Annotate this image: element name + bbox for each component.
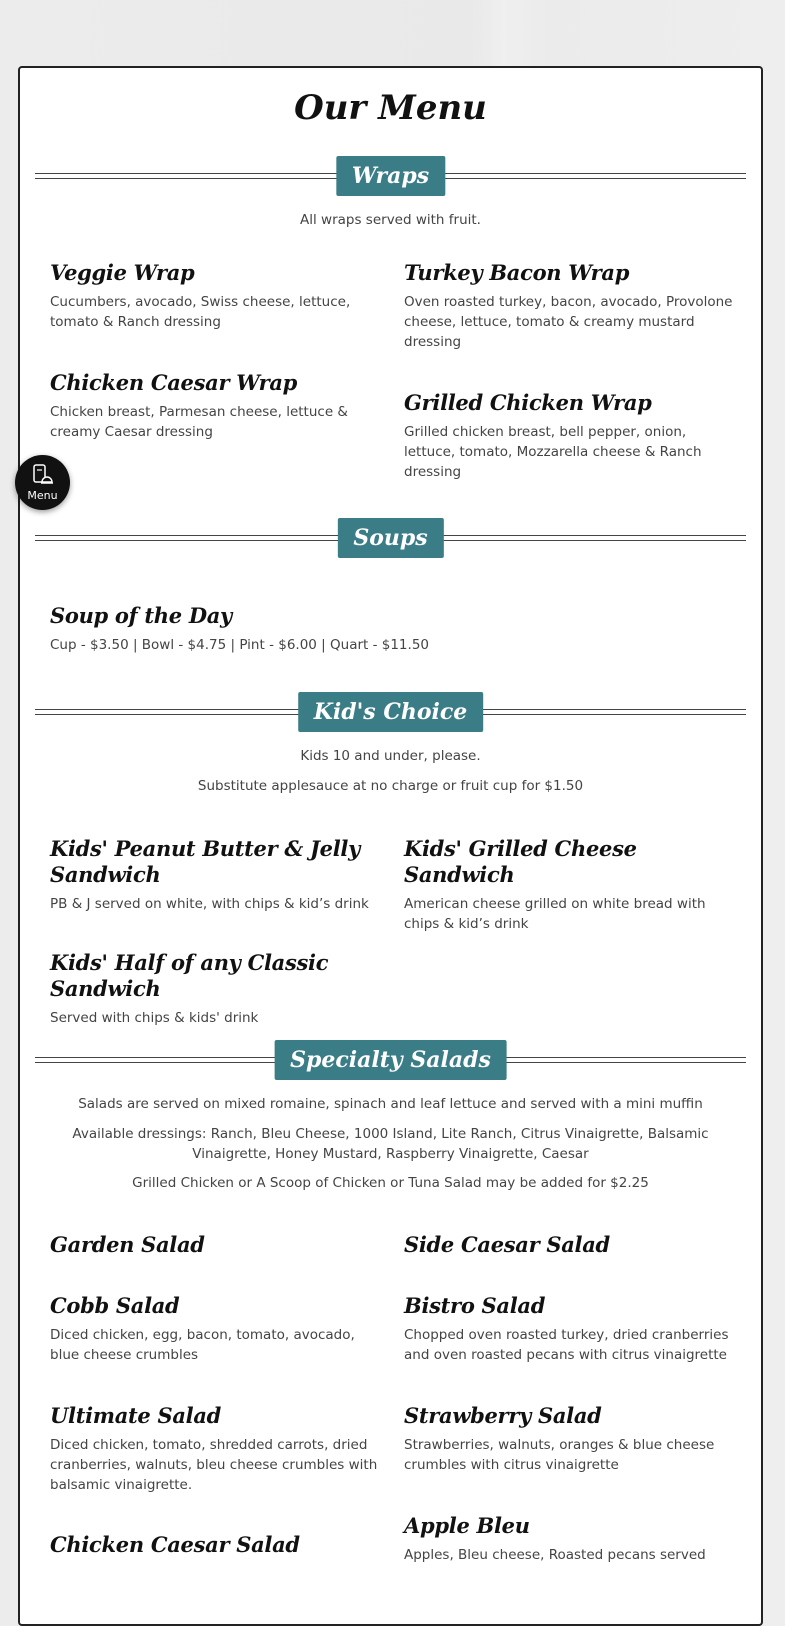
salads-note: Available dressings: Ranch, Bleu Cheese, 1000 Island, Lite Ranch, Citrus Vinaigrette, Balsamic Vinaigrette, Honey Mustard, Raspberry Vinaigrette, Caesar	[72, 1126, 709, 1162]
menu-item-strawberry-salad	[404, 1403, 734, 1475]
section-header-soups	[35, 518, 746, 558]
menu-button-label: Menu	[27, 489, 58, 502]
section-header-wraps	[35, 156, 746, 196]
menu-item-chicken-caesar-salad	[50, 1532, 380, 1558]
section-title-soups: Soups	[337, 518, 443, 558]
item-name: Turkey Bacon Wrap	[404, 260, 630, 285]
item-description: Cucumbers, avocado, Swiss cheese, lettuce, tomato & Ranch dressing	[50, 294, 351, 330]
menu-item-cobb-salad	[50, 1293, 380, 1365]
menu-item-kids-grilled-cheese	[404, 836, 734, 934]
item-description: Apples, Bleu cheese, Roasted pecans served	[404, 1547, 706, 1563]
page-title: Our Menu	[294, 88, 487, 128]
section-title-kids: Kid's Choice	[298, 692, 484, 732]
item-name: Soup of the Day	[50, 603, 232, 628]
menu-item-veggie-wrap	[50, 260, 380, 332]
item-description: Strawberries, walnuts, oranges & blue cheese crumbles with citrus vinaigrette	[404, 1437, 715, 1473]
menu-card	[18, 66, 763, 1626]
menu-item-apple-bleu	[404, 1513, 734, 1565]
item-name: Garden Salad	[50, 1232, 205, 1257]
item-name: Ultimate Salad	[50, 1403, 222, 1428]
item-name: Veggie Wrap	[50, 260, 195, 285]
kids-note: Kids 10 and under, please.	[300, 748, 481, 764]
menu-item-garden-salad	[50, 1232, 380, 1258]
menu-item-side-caesar-salad	[404, 1232, 734, 1258]
menu-item-grilled-chicken-wrap	[404, 390, 734, 482]
item-description: Grilled chicken breast, bell pepper, onion, lettuce, tomato, Mozzarella cheese & Ranch dressing	[404, 424, 702, 480]
menu-button[interactable]	[15, 455, 70, 510]
item-name: Cobb Salad	[50, 1293, 180, 1318]
section-title-salads: Specialty Salads	[274, 1040, 507, 1080]
section-header-salads	[35, 1040, 746, 1080]
kids-note: Substitute applesauce at no charge or fruit cup for $1.50	[197, 778, 584, 794]
wraps-note: All wraps served with fruit.	[300, 212, 481, 228]
menu-item-turkey-bacon-wrap	[404, 260, 734, 352]
item-name: Grilled Chicken Wrap	[404, 390, 652, 415]
item-name: Strawberry Salad	[404, 1403, 602, 1428]
item-description: American cheese grilled on white bread with chips & kid’s drink	[404, 896, 706, 932]
menu-icon	[33, 464, 53, 490]
menu-item-ultimate-salad	[50, 1403, 380, 1495]
item-name: Chicken Caesar Wrap	[50, 370, 298, 395]
item-description: PB & J served on white, with chips & kid’s drink	[50, 896, 369, 912]
menu-item-kids-pbj	[50, 836, 380, 914]
item-name: Bistro Salad	[404, 1293, 546, 1318]
menu-item-soup-of-the-day	[50, 603, 650, 655]
item-name: Kids' Grilled Cheese Sandwich	[404, 836, 637, 887]
item-description: Chicken breast, Parmesan cheese, lettuce & creamy Caesar dressing	[50, 404, 348, 440]
menu-item-chicken-caesar-wrap	[50, 370, 380, 442]
salads-note: Grilled Chicken or A Scoop of Chicken or Tuna Salad may be added for $2.25	[132, 1175, 649, 1191]
menu-item-bistro-salad	[404, 1293, 734, 1365]
item-name: Chicken Caesar Salad	[50, 1532, 300, 1557]
section-title-wraps: Wraps	[336, 156, 445, 196]
section-header-kids	[35, 692, 746, 732]
salads-note: Salads are served on mixed romaine, spinach and leaf lettuce and served with a mini muffin	[78, 1096, 703, 1112]
item-description: Oven roasted turkey, bacon, avocado, Provolone cheese, lettuce, tomato & creamy mustard dressing	[404, 294, 733, 350]
item-description: Chopped oven roasted turkey, dried cranberries and oven roasted pecans with citrus vinaigrette	[404, 1327, 729, 1363]
item-description: Diced chicken, egg, bacon, tomato, avocado, blue cheese crumbles	[50, 1327, 355, 1363]
item-name: Kids' Peanut Butter & Jelly Sandwich	[50, 836, 360, 887]
item-description: Cup - $3.50 | Bowl - $4.75 | Pint - $6.00 | Quart - $11.50	[50, 637, 429, 653]
item-description: Served with chips & kids' drink	[50, 1010, 259, 1026]
item-name: Apple Bleu	[404, 1513, 530, 1538]
menu-item-kids-half-sandwich	[50, 950, 410, 1028]
item-description: Diced chicken, tomato, shredded carrots, dried cranberries, walnuts, bleu cheese crumbles with balsamic vinaigrette.	[50, 1437, 378, 1493]
item-name: Side Caesar Salad	[404, 1232, 610, 1257]
item-name: Kids' Half of any Classic Sandwich	[50, 950, 329, 1001]
